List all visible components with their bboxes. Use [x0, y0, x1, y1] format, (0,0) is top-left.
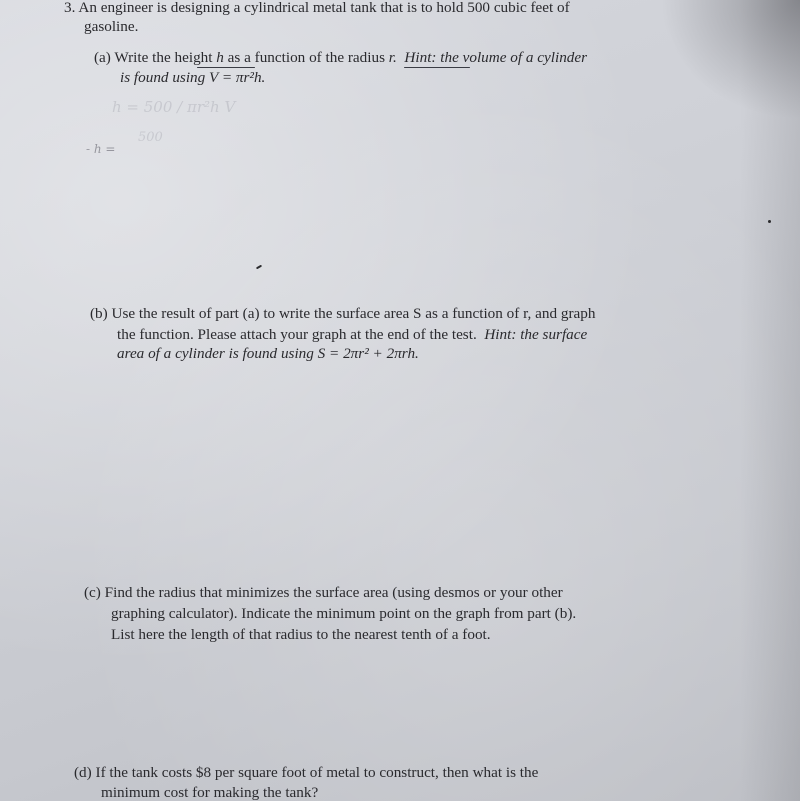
- pencil-speck: [256, 265, 262, 270]
- part-d-label: (d): [74, 764, 92, 781]
- part-a-prefix: Write the: [114, 49, 171, 66]
- part-a-radius-word: radius: [347, 49, 385, 66]
- part-b-line2-text: the function. Please attach your graph at the end of the test.: [117, 326, 477, 343]
- pencil-mark-500: 500: [138, 130, 163, 145]
- part-b-label: (b): [90, 305, 108, 322]
- part-b-line1: [90, 304, 595, 323]
- part-b-hint: Hint: the surface: [484, 326, 588, 343]
- part-a-line2: is found using V = πr²h.: [120, 69, 266, 86]
- part-c-line2: graphing calculator). Indicate the minimum point on the graph from part (b).: [111, 605, 577, 622]
- part-c-line1: [84, 583, 563, 602]
- part-d-line1-text: If the tank costs $8 per square foot of metal to construct, then what is the: [95, 764, 539, 781]
- height-underline: [197, 67, 255, 68]
- part-a-line1: [94, 48, 587, 67]
- part-b-line3: area of a cylinder is found using S = 2πr² + 2πrh.: [117, 345, 419, 362]
- part-a-mid: as a function of the: [227, 49, 345, 66]
- problem-intro-line1: An engineer is designing a cylindrical metal tank that is to hold 500 cubic feet of: [78, 0, 570, 16]
- pencil-mark-h: - h =: [86, 142, 116, 156]
- part-b-line2: [117, 325, 587, 344]
- radius-underline: [404, 67, 470, 68]
- problem-intro: [64, 0, 570, 17]
- part-a-h-var: h: [216, 49, 224, 66]
- pencil-mark-equation: h = 500 / πr²h V: [112, 98, 236, 116]
- part-a-label: (a): [94, 49, 111, 66]
- problem-intro-line2: gasoline.: [84, 18, 139, 35]
- page-edge-shadow: [740, 0, 800, 801]
- part-a-height-word: height: [174, 49, 213, 66]
- part-b-line1-text: Use the result of part (a) to write the surface area S as a function of r, and graph: [111, 305, 596, 322]
- problem-number: 3.: [64, 0, 76, 16]
- part-a-r-var: r.: [388, 49, 397, 66]
- part-c-line3: List here the length of that radius to the nearest tenth of a foot.: [111, 626, 491, 643]
- part-d-line1: [74, 763, 538, 782]
- pencil-speck: [768, 220, 771, 223]
- part-c-label: (c): [84, 584, 101, 601]
- part-d-line2: minimum cost for making the tank?: [101, 784, 319, 801]
- part-a-hint: Hint: the volume of a cylinder: [404, 49, 588, 66]
- part-c-line1-text: Find the radius that minimizes the surface area (using desmos or your other: [104, 584, 563, 601]
